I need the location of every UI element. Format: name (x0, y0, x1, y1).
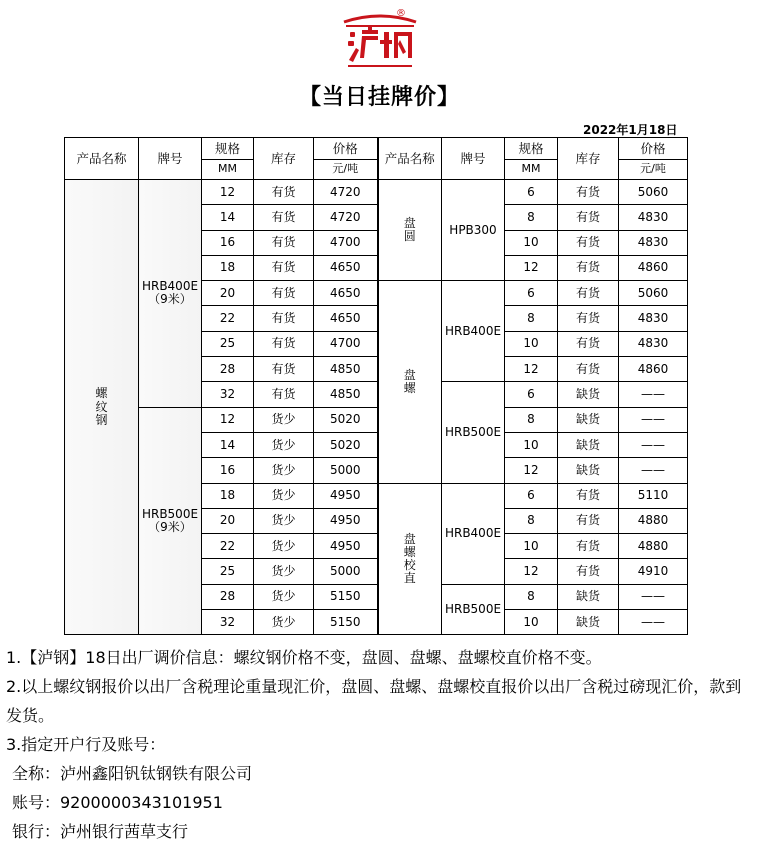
brand-cell: HPB300 (442, 180, 505, 281)
price-cell: 5150 (314, 584, 378, 609)
product-name-char: 校 (403, 557, 416, 572)
product-name-char: 盘 (403, 531, 416, 546)
brand-name: HRB400E (141, 279, 199, 294)
stock-cell: 有货 (558, 230, 619, 255)
product-rebar (65, 180, 139, 635)
luzhou-steel-logo-icon (340, 8, 420, 70)
spec-cell: 28 (202, 584, 254, 609)
spec-cell: 14 (202, 432, 254, 457)
account-bank: 银行：泸州银行茜草支行 (12, 822, 189, 841)
note-line-2: 2.以上螺纹钢报价以出厂含税理论重量现汇价，盘圆、盘螺、盘螺校直报价以出厂含税过磅现汇价，款到发货。 (6, 677, 742, 725)
product-name-char: 盘 (403, 367, 416, 382)
stock-cell: 有货 (254, 230, 314, 255)
stock-cell: 有货 (254, 331, 314, 356)
stock-cell: 有货 (558, 559, 619, 584)
price-cell: 4950 (314, 483, 378, 508)
header-brand: 牌号 (442, 138, 505, 180)
spec-cell: 8 (505, 508, 558, 533)
header-spec: 规格 (202, 138, 254, 160)
product-name-char: 螺 (403, 544, 416, 559)
stock-cell: 有货 (558, 483, 619, 508)
stock-cell: 缺货 (558, 407, 619, 432)
spec-cell: 12 (505, 559, 558, 584)
spec-cell: 10 (505, 432, 558, 457)
spec-cell: 20 (202, 281, 254, 306)
stock-cell: 有货 (254, 306, 314, 331)
stock-cell: 缺货 (558, 382, 619, 407)
stock-cell: 缺货 (558, 610, 619, 635)
spec-cell: 12 (505, 357, 558, 382)
stock-cell: 有货 (558, 508, 619, 533)
spec-cell: 8 (505, 584, 558, 609)
price-cell: 4850 (314, 382, 378, 407)
product-name-char: 圆 (403, 229, 416, 244)
price-cell: —— (619, 584, 688, 609)
header-stock: 库存 (558, 138, 619, 180)
stock-cell: 缺货 (558, 458, 619, 483)
spec-cell: 16 (202, 230, 254, 255)
header-brand: 牌号 (139, 138, 202, 180)
header-product: 产品名称 (65, 138, 139, 180)
price-cell: 4650 (314, 281, 378, 306)
price-cell: 4830 (619, 230, 688, 255)
account-number: 账号：9200000343101951 (12, 793, 223, 812)
stock-cell: 有货 (254, 382, 314, 407)
spec-cell: 28 (202, 357, 254, 382)
brand-name: HRB500E (141, 506, 199, 521)
product-cell (378, 180, 442, 281)
price-cell: 4910 (619, 559, 688, 584)
stock-cell: 有货 (558, 534, 619, 559)
stock-cell: 有货 (558, 357, 619, 382)
price-cell: —— (619, 382, 688, 407)
spec-cell: 25 (202, 331, 254, 356)
stock-cell: 有货 (254, 180, 314, 205)
header-price-unit: 元/吨 (314, 160, 378, 180)
spec-cell: 12 (202, 407, 254, 432)
price-cell: 5060 (619, 281, 688, 306)
price-cell: 4650 (314, 255, 378, 280)
product-name-char: 螺 (95, 386, 108, 401)
header-spec: 规格 (505, 138, 558, 160)
spec-cell: 10 (505, 230, 558, 255)
brand-cell: HRB400E (442, 281, 505, 382)
price-cell: 4950 (314, 534, 378, 559)
price-cell: 5020 (314, 407, 378, 432)
brand-note: （9米） (148, 292, 192, 307)
product-name-char: 螺 (403, 380, 416, 395)
price-cell: 4850 (314, 357, 378, 382)
header-product: 产品名称 (378, 138, 442, 180)
price-cell: 4830 (619, 331, 688, 356)
account-full-name: 全称：泸州鑫阳钒钛钢铁有限公司 (12, 764, 253, 783)
company-logo (340, 8, 424, 70)
price-cell: 4950 (314, 508, 378, 533)
spec-cell: 18 (202, 483, 254, 508)
spec-cell: 22 (202, 306, 254, 331)
spec-cell: 25 (202, 559, 254, 584)
price-cell: 4720 (314, 180, 378, 205)
stock-cell: 货少 (254, 508, 314, 533)
stock-cell: 货少 (254, 432, 314, 457)
stock-cell: 有货 (254, 357, 314, 382)
price-cell: 4830 (619, 306, 688, 331)
price-cell: 5000 (314, 559, 378, 584)
spec-cell: 8 (505, 205, 558, 230)
stock-cell: 有货 (558, 205, 619, 230)
brand-cell (139, 180, 202, 408)
brand-cell (139, 407, 202, 635)
spec-cell: 10 (505, 534, 558, 559)
price-cell: —— (619, 432, 688, 457)
price-cell: —— (619, 407, 688, 432)
price-cell: 5020 (314, 432, 378, 457)
spec-cell: 10 (505, 331, 558, 356)
spec-cell: 8 (505, 407, 558, 432)
stock-cell: 货少 (254, 610, 314, 635)
header-spec-unit: MM (505, 160, 558, 180)
spec-cell: 18 (202, 255, 254, 280)
price-table (64, 137, 688, 635)
product-name-char: 纹 (95, 399, 108, 414)
product-name-char: 盘 (403, 215, 416, 230)
price-cell: 4880 (619, 534, 688, 559)
spec-cell: 6 (505, 180, 558, 205)
product-cell (378, 281, 442, 483)
brand-cell: HRB500E (442, 584, 505, 635)
note-line-3: 3.指定开户行及账号： (6, 735, 166, 754)
product-name-char: 直 (403, 571, 416, 586)
table-row (65, 407, 688, 432)
brand-cell: HRB500E (442, 382, 505, 483)
header-price: 价格 (314, 138, 378, 160)
price-cell: 4860 (619, 255, 688, 280)
price-cell: 4830 (619, 205, 688, 230)
price-table-body (65, 180, 688, 635)
price-cell: 4860 (619, 357, 688, 382)
stock-cell: 有货 (254, 281, 314, 306)
product-name-char: 钢 (95, 412, 108, 427)
spec-cell: 14 (202, 205, 254, 230)
stock-cell: 缺货 (558, 584, 619, 609)
price-cell: 4720 (314, 205, 378, 230)
spec-cell: 6 (505, 382, 558, 407)
price-cell: —— (619, 458, 688, 483)
price-cell: 4700 (314, 331, 378, 356)
stock-cell: 货少 (254, 559, 314, 584)
brand-note: （9米） (148, 520, 192, 534)
stock-cell: 有货 (558, 306, 619, 331)
spec-cell: 32 (202, 382, 254, 407)
stock-cell: 缺货 (558, 432, 619, 457)
header-price-unit: 元/吨 (619, 160, 688, 180)
header-spec-unit: MM (202, 160, 254, 180)
spec-cell: 8 (505, 306, 558, 331)
stock-cell: 货少 (254, 407, 314, 432)
note-line-1: 1.【泸钢】18日出厂调价信息：螺纹钢价格不变，盘圆、盘螺、盘螺校直价格不变。 (6, 648, 602, 667)
spec-cell: 22 (202, 534, 254, 559)
header-stock: 库存 (254, 138, 314, 180)
price-date: 2022年1月18日 (583, 123, 678, 137)
stock-cell: 有货 (558, 281, 619, 306)
stock-cell: 货少 (254, 534, 314, 559)
stock-cell: 有货 (254, 205, 314, 230)
notes-section (6, 643, 756, 843)
spec-cell: 6 (505, 281, 558, 306)
page-title: 【当日挂牌价】 (298, 85, 460, 110)
stock-cell: 有货 (558, 180, 619, 205)
stock-cell: 有货 (558, 255, 619, 280)
stock-cell: 有货 (558, 331, 619, 356)
registered-mark: ® (396, 8, 406, 19)
brand-cell: HRB400E (442, 483, 505, 584)
price-cell: —— (619, 610, 688, 635)
spec-cell: 12 (505, 458, 558, 483)
price-cell: 5060 (619, 180, 688, 205)
spec-cell: 32 (202, 610, 254, 635)
spec-cell: 16 (202, 458, 254, 483)
stock-cell: 货少 (254, 483, 314, 508)
price-cell: 4700 (314, 230, 378, 255)
price-cell: 4650 (314, 306, 378, 331)
spec-cell: 10 (505, 610, 558, 635)
stock-cell: 有货 (254, 255, 314, 280)
price-cell: 4880 (619, 508, 688, 533)
price-cell: 5110 (619, 483, 688, 508)
spec-cell: 20 (202, 508, 254, 533)
table-row (65, 180, 688, 205)
stock-cell: 货少 (254, 584, 314, 609)
spec-cell: 6 (505, 483, 558, 508)
spec-cell: 12 (505, 255, 558, 280)
spec-cell: 12 (202, 180, 254, 205)
stock-cell: 货少 (254, 458, 314, 483)
price-cell: 5000 (314, 458, 378, 483)
price-cell: 5150 (314, 610, 378, 635)
product-cell (378, 483, 442, 635)
header-price: 价格 (619, 138, 688, 160)
